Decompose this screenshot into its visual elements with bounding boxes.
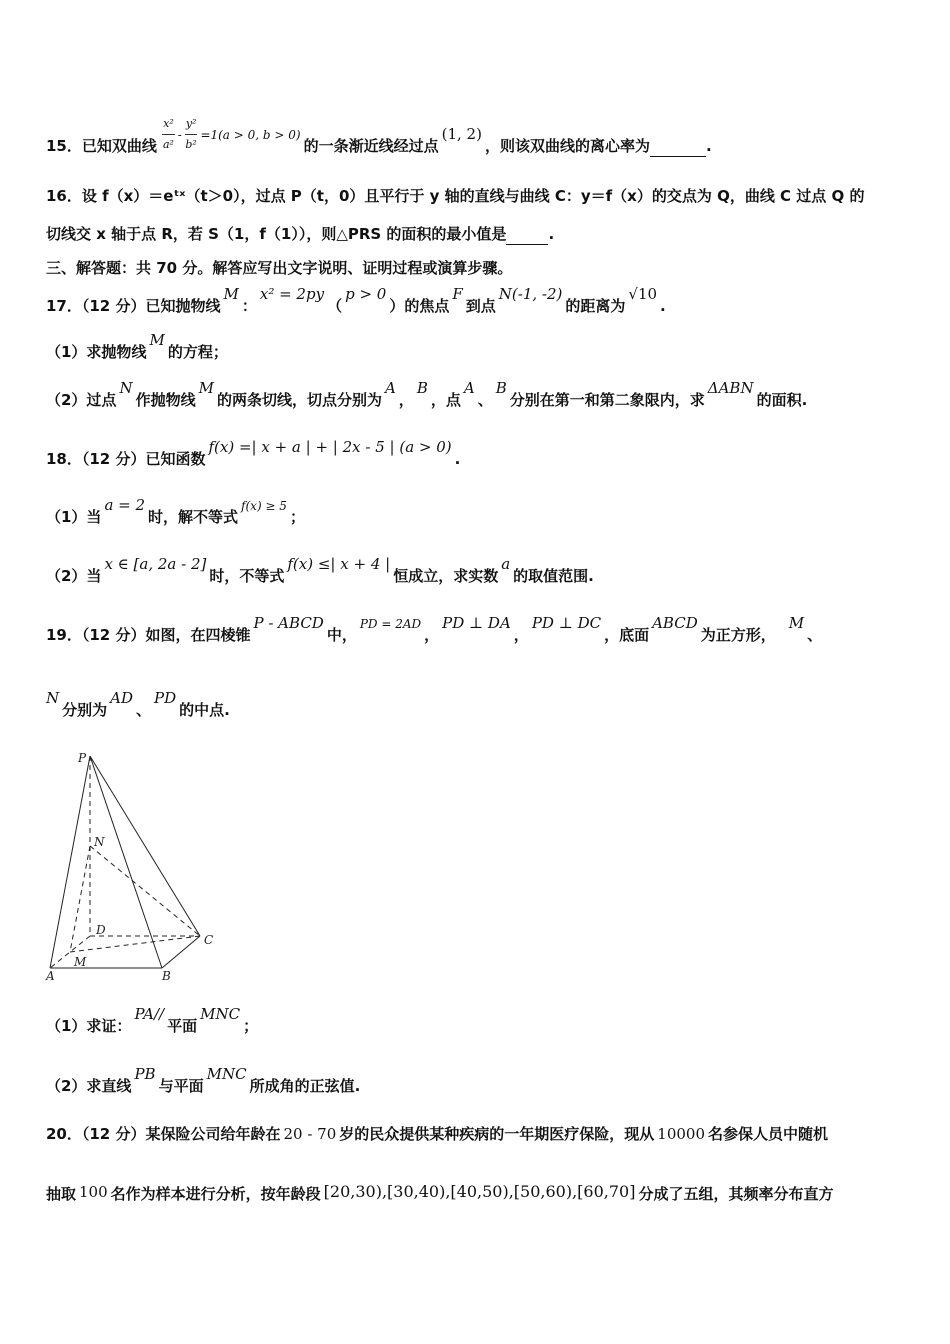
q19-c3: PD ⊥ DC [531, 614, 602, 632]
q15-frac-y [185, 114, 198, 155]
q17-p2B: B [416, 379, 428, 397]
q19-p1b: 平面 [167, 1017, 198, 1035]
q15-eq: =1(a > 0, b > 0) [200, 128, 301, 142]
q18-p2avar: a [501, 555, 511, 573]
q17-p2sep: 、 [477, 391, 493, 409]
q16-line-2 [46, 224, 904, 245]
q17-p2d: ，点 [430, 391, 461, 409]
q17-p2e: 分别在第一和第二象限内，求 [509, 391, 705, 409]
edge-NM [70, 846, 90, 952]
q18-p1a: （1）当 [46, 508, 102, 526]
q17-t1: 17．（12 分）已知抛物线 [46, 297, 221, 315]
q18-p2b: 时，不等式 [209, 567, 285, 585]
label-N: N [94, 835, 105, 849]
q19-p1a: （1）求证： [46, 1017, 132, 1035]
q19-t1: 19．（12 分）如图，在四棱锥 [46, 626, 251, 644]
q17-cond: p > 0 [345, 285, 387, 303]
q20-range: 20 - 70 [283, 1125, 337, 1143]
q16-answer-blank [506, 224, 548, 245]
q16-end: . [548, 225, 555, 243]
q19-t2: 中， [326, 626, 357, 644]
q19-p1end: ； [243, 1017, 259, 1035]
q17-t4: ）的焦点 [389, 297, 450, 315]
q19-sep3: 、 [807, 626, 823, 644]
q19-sep4: 、 [136, 701, 152, 719]
q17-stem [46, 285, 904, 316]
q19-sep2: ， [513, 626, 529, 644]
q19-AD: AD [110, 689, 133, 707]
q17-p2b: 作抛物线 [135, 391, 196, 409]
q19-c1: PD = 2AD [359, 617, 422, 631]
q20-line-1 [46, 1124, 904, 1144]
q17-p1b: 的方程； [167, 343, 228, 361]
q17-p2N: N [119, 379, 133, 397]
q19-sep1: ， [424, 626, 440, 644]
q16-line-1: 16．设 f（x）＝eᵗˣ（t＞0），过点 P（t，0）且平行于 y 轴的直线与曲线 C：y＝f（x）的交点为 Q，曲线 C 过点 Q 的 [46, 187, 865, 205]
pyramid-figure [44, 748, 234, 988]
q17-p2A2: A [463, 379, 475, 397]
q19-p1mnc: MNC [200, 1005, 241, 1023]
q19-M: M [788, 614, 805, 632]
section-3-heading: 三、解答题：共 70 分。解答应写出文字说明、证明过程或演算步骤。 [46, 259, 513, 277]
q17-p1M: M [149, 331, 165, 349]
q15-answer-blank [650, 136, 706, 157]
q17-dist: √10 [628, 285, 658, 303]
edge-BC [162, 936, 200, 968]
q20-t2: 岁的民众提供某种疾病的一年期医疗保险，现从 [339, 1125, 655, 1143]
q17-t5: 到点 [465, 297, 496, 315]
label-D: D [96, 923, 106, 937]
q15-text-3: 的一条渐近线经过点 [303, 137, 439, 155]
q17-end: . [660, 297, 666, 315]
q18-p2c: 恒成立，求实数 [393, 567, 499, 585]
q19-stem-1 [46, 614, 904, 646]
q18-t1: 18．（12 分）已知函数 [46, 450, 206, 468]
q17-M: M [223, 285, 239, 303]
q18-p1b: 时，解不等式 [148, 508, 239, 526]
q17-eq: x² = 2py [259, 285, 325, 303]
q17-t2: ： [241, 297, 257, 315]
label-A: A [46, 969, 55, 983]
q18-p2ineq: f(x) ≤| x + 4 | [287, 555, 391, 573]
q15-frac-x [162, 114, 175, 155]
q17-N: N(-1, -2) [498, 285, 563, 303]
q19-base: ABCD [652, 614, 698, 632]
q15-end: . [705, 137, 712, 155]
q17-p2B2: B [495, 379, 507, 397]
q19-pyr: P - ABCD [253, 614, 324, 632]
q19-p2mnc: MNC [206, 1065, 247, 1083]
q15-text-2: 已知双曲线 [81, 137, 157, 155]
q18-part-2 [46, 555, 904, 586]
edge-PC [90, 756, 200, 936]
q17-F: F [452, 285, 463, 303]
q19-p2a: （2）求直线 [46, 1077, 132, 1095]
q18-stem [46, 438, 904, 469]
edge-PA [50, 756, 90, 968]
q15-minus: - [177, 128, 182, 142]
q20-t5: 名作为样本进行分析，按年龄段 [110, 1185, 321, 1203]
q15-text-1: 15． [46, 137, 82, 155]
q19-t3: ，底面 [604, 626, 650, 644]
q17-p2f: 的面积. [756, 391, 808, 409]
q17-t3: （ [327, 297, 343, 315]
q15-frac-y-num: y² [185, 114, 198, 135]
q18-p2a: （2）当 [46, 567, 102, 585]
q20-total: 10000 [657, 1125, 705, 1143]
q18-p1end: ； [289, 508, 305, 526]
q20-line-2 [46, 1184, 904, 1204]
label-P: P [78, 751, 87, 765]
q18-p1cond: a = 2 [104, 496, 146, 514]
q17-part-1 [46, 331, 904, 362]
q20-t4: 抽取 [46, 1185, 77, 1203]
q20-t1: 20．（12 分）某保险公司给年龄在 [46, 1125, 281, 1143]
q19-p2b: 与平面 [158, 1077, 204, 1095]
q18-end: . [454, 450, 461, 468]
q19-N: N [46, 689, 60, 707]
q15-frac-x-den: a² [162, 138, 174, 151]
q19-t6: 的中点. [179, 701, 230, 719]
q18-p2cond: x ∈ [a, 2a - 2] [104, 555, 207, 573]
q17-p2comma: ， [398, 391, 414, 409]
q20-t6: 分成了五组，其频率分布直方 [638, 1185, 834, 1203]
edge-NC [90, 846, 200, 936]
q18-p1ineq: f(x) ≥ 5 [241, 499, 287, 513]
q17-p1a: （1）求抛物线 [46, 343, 147, 361]
q17-part-2 [46, 379, 904, 410]
q17-p2tri: ΔABN [707, 379, 754, 397]
q19-t4: 为正方形， [700, 626, 776, 644]
q17-t6: 的距离为 [565, 297, 626, 315]
q19-p2pb: PB [134, 1065, 156, 1083]
q15-point: (1, 2) [441, 125, 482, 143]
q17-p2M: M [198, 379, 214, 397]
q18-p2d: 的取值范围. [513, 567, 594, 585]
q17-p2A: A [384, 379, 396, 397]
q19-part-2 [46, 1065, 904, 1096]
q19-c2: PD ⊥ DA [442, 614, 511, 632]
q19-p2c: 所成角的正弦值. [249, 1077, 361, 1095]
label-B: B [162, 969, 171, 983]
q20-groups: [20,30),[30,40),[40,50),[50,60),[60,70] [323, 1182, 636, 1201]
q18-f: f(x) =| x + a | + | 2x - 5 | (a > 0) [208, 438, 452, 456]
q17-p2c: 的两条切线，切点分别为 [216, 391, 382, 409]
q20-t3: 名参保人员中随机 [708, 1125, 829, 1143]
edge-MC [70, 936, 200, 952]
q19-stem-2 [46, 689, 904, 720]
q17-p2a: （2）过点 [46, 391, 117, 409]
q15-text-4: ，则该双曲线的离心率为 [484, 137, 650, 155]
q15-frac-x-num: x² [162, 114, 175, 135]
label-C: C [204, 933, 214, 947]
q19-part-1 [46, 1005, 904, 1036]
q16-text: 切线交 x 轴于点 R，若 S（1，f（1）），则△PRS 的面积的最小值是 [46, 225, 507, 243]
q19-t5: 分别为 [62, 701, 108, 719]
q19-p1pa: PA// [134, 1005, 165, 1023]
label-M: M [74, 955, 87, 969]
q19-PD: PD [154, 689, 177, 707]
q15 [46, 117, 904, 167]
q20-sample: 100 [79, 1183, 108, 1201]
q15-frac-y-den: b² [185, 138, 197, 151]
